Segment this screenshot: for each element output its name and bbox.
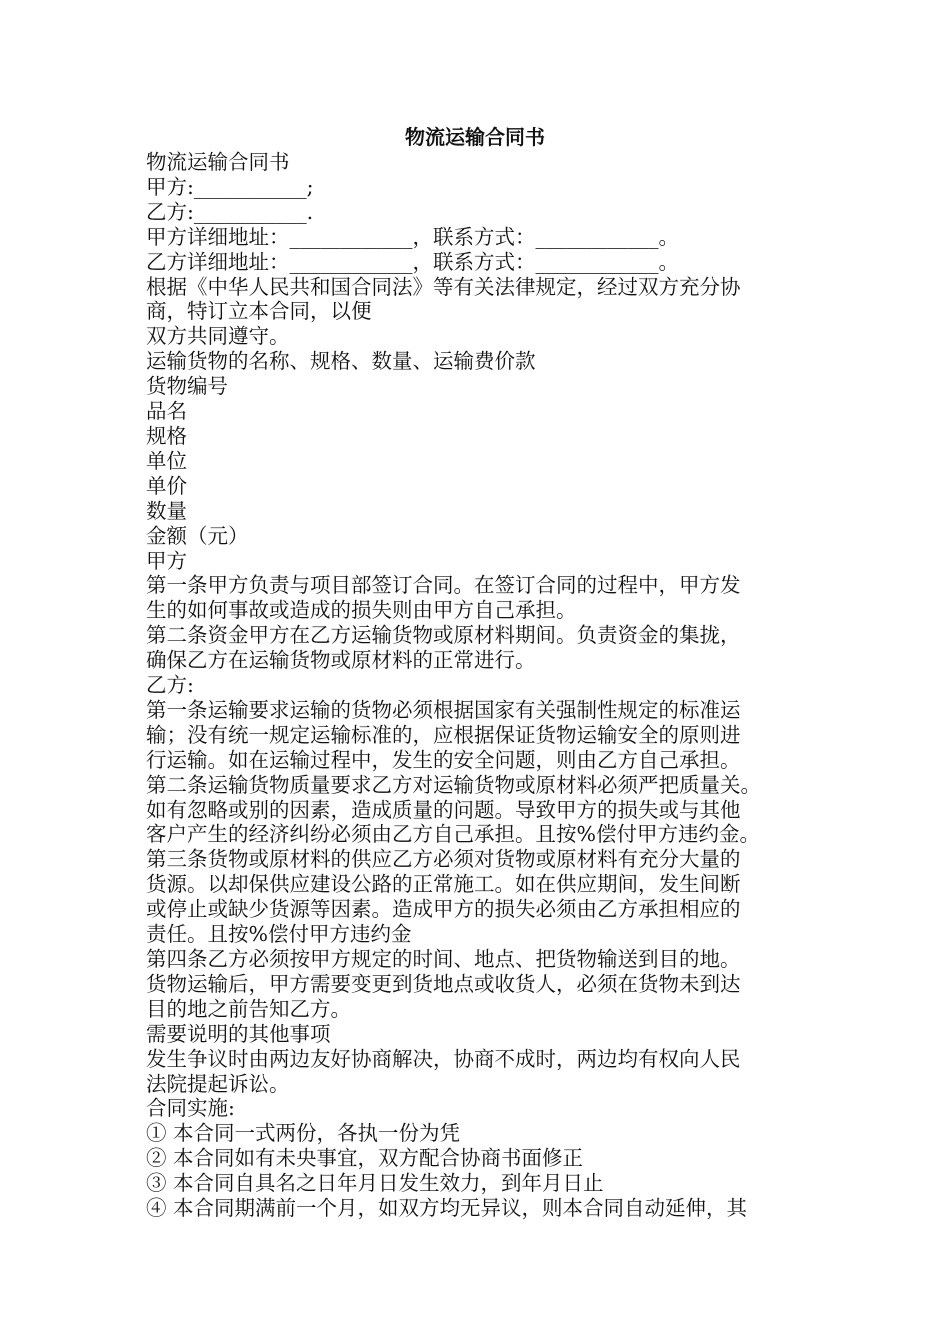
body-line: 或停止或缺少货源等因素。造成甲方的损失必须由乙方承担相应的	[146, 897, 741, 922]
body-line: 双方共同遵守。	[146, 324, 290, 349]
body-line: 货源。以却保供应建设公路的正常施工。如在供应期间，发生间断	[146, 872, 741, 897]
body-line: 第二条资金甲方在乙方运输货物或原材料期间。负责资金的集拢，	[146, 623, 741, 648]
body-line: 第二条运输货物质量要求乙方对运输货物或原材料必须严把质量关。	[146, 772, 761, 797]
body-line: 甲方	[146, 548, 187, 573]
body-line: 确保乙方在运输货物或原材料的正常进行。	[146, 648, 536, 673]
body-line: 数量	[146, 498, 187, 523]
body-line: 合同实施:	[146, 1096, 235, 1121]
body-line: ③ 本合同自具名之日年月日发生效力，到年月日止	[146, 1171, 604, 1196]
document-title: 物流运输合同书	[405, 125, 545, 149]
body-line: 需要说明的其他事项	[146, 1021, 331, 1046]
body-line: 如有忽略或别的因素，造成质量的问题。导致甲方的损失或与其他	[146, 797, 741, 822]
body-line: 甲方详细地址：____________，联系方式：____________。	[146, 224, 679, 249]
body-line: 第三条货物或原材料的供应乙方必须对货物或原材料有充分大量的	[146, 847, 741, 872]
body-line: 商，特订立本合同，以便	[146, 299, 372, 324]
body-line: 单位	[146, 448, 187, 473]
body-line: ④ 本合同期满前一个月，如双方均无异议，则本合同自动延伸，其	[146, 1196, 748, 1221]
body-line: 金额（元）	[146, 523, 249, 548]
body-line: 法院提起诉讼。	[146, 1071, 290, 1096]
body-line: 单价	[146, 473, 187, 498]
body-line: 第四条乙方必须按甲方规定的时间、地点、把货物输送到目的地。	[146, 947, 741, 971]
body-line: ② 本合同如有未央事宜，双方配合协商书面修正	[146, 1146, 584, 1171]
body-line: 第一条运输要求运输的货物必须根据国家有关强制性规定的标准运	[146, 697, 741, 722]
body-line: 运输货物的名称、规格、数量、运输费价款	[146, 349, 536, 374]
body-line: 责任。且按%偿付甲方违约金	[146, 922, 412, 947]
body-line: 根据《中华人民共和国合同法》等有关法律规定，经过双方充分协	[146, 274, 741, 299]
body-line: 行运输。如在运输过程中，发生的安全问题，则由乙方自己承担。	[146, 747, 741, 772]
body-line: 生的如何事故或造成的损失则由甲方自己承担。	[146, 598, 577, 623]
body-line: ① 本合同一式两份，各执一份为凭	[146, 1121, 461, 1146]
document-body	[146, 150, 816, 1221]
body-line: 甲方:___________;	[146, 174, 314, 199]
body-line: 目的地之前告知乙方。	[146, 996, 351, 1021]
body-line: 输；没有统一规定运输标准的，应根据保证货物运输安全的原则进	[146, 722, 741, 747]
body-line: 乙方详细地址：____________，联系方式：____________。	[146, 249, 679, 274]
body-line: 乙方:	[146, 673, 194, 698]
body-line: 物流运输合同书	[146, 150, 290, 174]
body-line: 第一条甲方负责与项目部签订合同。在签订合同的过程中，甲方发	[146, 573, 741, 598]
body-line: 品名	[146, 399, 187, 424]
body-line: 规格	[146, 423, 187, 448]
body-line: 客户产生的经济纠纷必须由乙方自己承担。且按%偿付甲方违约金。	[146, 822, 760, 847]
body-line: 货物运输后，甲方需要变更到货地点或收货人，必须在货物未到达	[146, 971, 741, 996]
body-line: 货物编号	[146, 374, 228, 399]
body-line: 乙方:___________.	[146, 199, 314, 224]
body-line: 发生争议时由两边友好协商解决，协商不成时，两边均有权向人民	[146, 1046, 741, 1071]
